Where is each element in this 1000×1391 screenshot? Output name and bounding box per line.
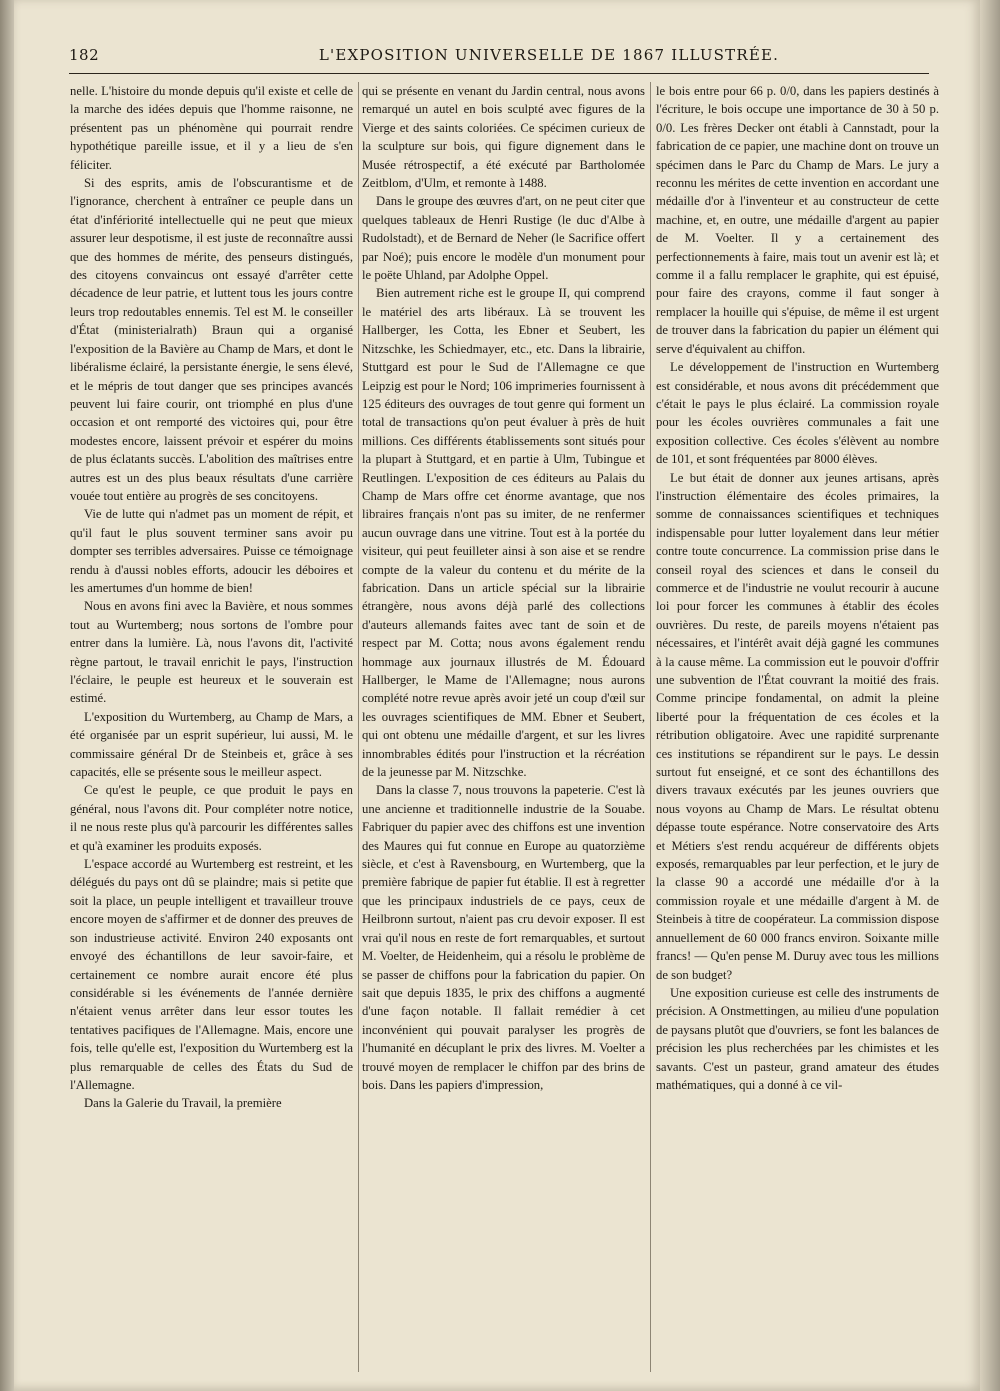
column-rule <box>650 82 651 1372</box>
paragraph: Le but était de donner aux jeunes artisans, après l'instruction élémentaire des écoles primaires, la somme de connaissances scientifiques et techniques indispensable pour lutter loyalement dans leur métier contre toute concurrence. La commission prise dans le conseil royal des sciences et dans le conseil du commerce et de l'industrie ne voulut recourir à aucune loi pour forcer les communes à établir des écoles ouvrières. Du reste, de pareils moyens n'étaient pas nécessaires, et l'intérêt avait déjà gagné les communes à la cause même. La commission eut le pouvoir d'offrir une subvention de l'État couvrant la moitié des frais. Comme principe fondamental, on admit la pleine liberté pour la fréquentation de ces écoles et la rétribution obligatoire. Avec une rapidité surprenante ces institutions se répandirent sur le pays. Le dessin surtout fut enseigné, et ce sont des échantillons des divers travaux exécutés par les jeunes ouvriers que nous voyons au Champ de Mars. Le résultat obtenu dépasse toute espérance. Notre conservatoire des Arts et Métiers s'est rendu acquéreur de différents objets exposés, remarquables par leur perfection, et le jury de la classe 90 a accordé une médaille d'or à la commission royale et une médaille d'argent à M. de Steinbeis à titre de coopérateur. La commission dispose annuellement de 60 000 francs environ. Soixante mille francs! — Qu'en pense M. Duruy avec tous les millions de son budget? <box>656 470 939 982</box>
paragraph: Dans le groupe des œuvres d'art, on ne peut citer que quelques tableaux de Henri Rustige (le duc d'Albe à Rudolstadt), et de Bernard de Neher (le Sacrifice offert par Noé); puis encore le modèle d'un monument pour le poëte Uhland, par Adolphe Oppel. <box>362 194 645 283</box>
paragraph: nelle. L'histoire du monde depuis qu'il existe et celle de la marche des idées depuis que l'homme raisonne, ne présentent pas un phénomène qui pourrait rendre hypothétique pareille issue, et il y a lieu de s'en féliciter. <box>70 84 353 172</box>
text-column-3 <box>656 82 939 1372</box>
paragraph: Dans la classe 7, nous trouvons la papeterie. C'est là une ancienne et traditionnelle industrie de la Souabe. Fabriquer du papier avec des chiffons est une invention des Maures qui fut connue en Europe au quatorzième siècle, et c'est à Ravensbourg, en Wurtemberg, que la première fabrique de papier fut établie. Il est à regretter que les principaux industriels de ce pays, ceux de Heilbronn surtout, n'aient pas cru devoir exposer. Il est vrai qu'il nous en reste de fort remarquables, et surtout M. Voelter, de Heidenheim, qui a résolu le problème de se passer de chiffons pour la fabrication du papier. On sait que depuis 1835, le prix des chiffons a augmenté d'une façon notable. Il fallait remédier à cet inconvénient qui pouvait paralyser les progrès de l'humanité en décuplant le prix des livres. M. Voelter a trouvé moyen de remplacer le chiffon par des brins de bois. Dans les papiers d'impression, <box>362 783 645 1092</box>
paragraph: le bois entre pour 66 p. 0/0, dans les papiers destinés à l'écriture, le bois occupe une importance de 30 à 50 p. 0/0. Les frères Decker ont établi à Cannstadt, pour la fabrication de ce papier, une machine dont on trouve un spécimen dans le Parc du Champ de Mars. Le jury a reconnu les mérites de cette invention en accordant une médaille d'or à l'inventeur et au constructeur de cette machine, et, en outre, une médaille d'argent au papier de M. Voelter. Il y a certainement des perfectionnements à faire, mais tout un avenir est là; et comme il a fallu remplacer le graphite, qui est épuisé, pour faire des crayons, comme il faut songer à remplacer la houille qui s'épuise, de même il est urgent de trouver dans la fabrication du papier un élément qui serve d'équivalent au chiffon. <box>656 84 939 356</box>
paragraph: Vie de lutte qui n'admet pas un moment de répit, et qu'il faut le plus souvent terminer sans avoir pu dompter ses terribles adversaires. Puisse ce témoignage rendu à d'aussi nobles efforts, adoucir les déboires et les amertumes d'un homme de bien! <box>70 507 353 595</box>
page-number: 182 <box>69 46 100 64</box>
paragraph: L'espace accordé au Wurtemberg est restreint, et les délégués du pays ont dû se plaindre; mais si petite que soit la place, un peuple intelligent et travailleur trouve encore moyen de s'affirmer et de donner des preuves de son industrieuse activité. Environ 240 exposants ont envoyé des échantillons de leur savoir-faire, et certainement ce nombre aurait encore été plus considérable si les événements de l'année dernière n'étaient venus arrêter dans leur essor toutes les tentatives pacifiques de l'Allemagne. Mais, encore une fois, telle qu'elle est, l'exposition du Wurtemberg est la plus remarquable de celles des États du Sud de l'Allemagne. <box>70 857 353 1092</box>
paragraph: qui se présente en venant du Jardin central, nous avons remarqué un autel en bois sculpté avec figures de la Vierge et des saints coloriées. Ce spécimen curieux de la sculpture sur bois, qui figure dignement dans le Musée rétrospectif, a été exécuté par Bartholomée Zeitblom, d'Ulm, et remonte à 1488. <box>362 84 645 191</box>
running-title: L'EXPOSITION UNIVERSELLE DE 1867 ILLUSTRÉE. <box>318 46 780 64</box>
book-binding-gutter <box>0 0 14 1391</box>
page-edge-shadow <box>980 0 1000 1391</box>
header-rule <box>69 73 929 74</box>
paragraph: Nous en avons fini avec la Bavière, et nous sommes tout au Wurtemberg; nous sortons de l'ombre pour entrer dans la lumière. Là, nous l'avons dit, l'activité règne partout, le travail enrichit le pays, l'instruction l'éclaire, le peuple est heureux et le souverain est estimé. <box>70 599 353 706</box>
paragraph: Une exposition curieuse est celle des instruments de précision. A Onstmettingen, au milieu d'une population de paysans plutôt que d'ouvriers, se font les balances de précision les plus recherchées par les chimistes et les savants. C'est un pasteur, grand amateur des études mathématiques, qui a donné à ce vil- <box>656 985 939 1092</box>
column-rule <box>358 82 359 1372</box>
paragraph: Le développement de l'instruction en Wurtemberg est considérable, et nous avons dit précédemment que c'était le pays le plus éclairé. La commission royale pour les écoles ouvrières communales a fait une exposition collective. Ces écoles s'élèvent au nombre de 101, et sont fréquentées par 8000 élèves. <box>656 360 939 467</box>
paragraph: L'exposition du Wurtemberg, au Champ de Mars, a été organisée par un esprit supérieur, lui aussi, M. le commissaire général Dr de Steinbeis et, grâce à ses capacités, elle se présente sous le meilleur aspect. <box>70 709 353 780</box>
paragraph: Bien autrement riche est le groupe II, qui comprend le matériel des arts libéraux. Là se trouvent les Hallberger, les Cotta, les Ebner et Seubert, les Nitzschke, les Schiedmayer, etc., etc. Dans la librairie, Stuttgard est pour le Sud de l'Allemagne ce que Leipzig est pour le Nord; 106 imprimeries fournissent à 125 éditeurs des ouvrages de tout genre qui forment un total de transactions qu'on peut évaluer à près de huit millions. Ces différents établissements sont situés pour la plupart à Stuttgard, et en partie à Ulm, Tubingue et Reutlingen. L'exposition de ces éditeurs au Palais du Champ de Mars offre cet énorme avantage, que nos libraires français n'ont pas su imiter, de ne renfermer aucun ouvrage dans une vitrine. Tout est à la portée du visiteur, qui peut feuilleter ainsi à son aise et se rendre compte de la valeur du contenu et du mérite de la fabrication. Dans un article spécial sur la librairie étrangère, nous avons déjà parlé des collections d'auteurs allemands faites avec tant de soin et de respect par M. Cotta; nous avons également rendu hommage aux journaux illustrés de M. Édouard Hallberger, le Mame de l'Allemagne; nous aurons complété notre revue après avoir jeté un coup d'œil sur les ouvrages scientifiques de MM. Ebner et Seubert, qui ont obtenu une médaille d'argent, et sur les livres innombrables édités pour l'instruction et la récréation de la jeunesse par M. Nitzschke. <box>362 286 645 780</box>
page-header <box>69 46 929 68</box>
paragraph: Dans la Galerie du Travail, la première <box>84 1096 282 1111</box>
paragraph: Si des esprits, amis de l'obscurantisme et de l'ignorance, cherchent à entraîner ce peuple dans un état d'infériorité intellectuelle qui ne peut que mieux assurer leur despotisme, il est juste de reconnaître aussi que des hommes de mérite, des penseurs distingués, des citoyens convaincus ont essayé d'arrêter cette décadence de leur patrie, et luttent tous les jours contre leurs trop redoutables ennemis. Tel est M. le conseiller d'État (ministerialrath) Braun qui a organisé l'exposition de la Bavière au Champ de Mars, et dont le libéralisme éclairé, la persistante énergie, le sens élevé, et le mépris de tout danger que ses principes avancés peuvent lui faire courir, ont triomphé en plus d'une occasion et ont remporté des victoires qui, pour être modestes encore, laissent prévoir et espérer du moins de plus éclatants succès. L'abolition des maîtrises entre autres est un des plus beaux résultats d'une carrière vouée tout entière au progrès de ses concitoyens. <box>70 176 353 503</box>
paragraph: Ce qu'est le peuple, ce que produit le pays en général, nous l'avons dit. Pour compléter notre notice, il ne nous reste plus qu'à parcourir les différentes salles et qu'à examiner les produits exposés. <box>70 783 353 853</box>
text-column-2 <box>362 82 645 1372</box>
text-column-1 <box>70 82 353 1372</box>
